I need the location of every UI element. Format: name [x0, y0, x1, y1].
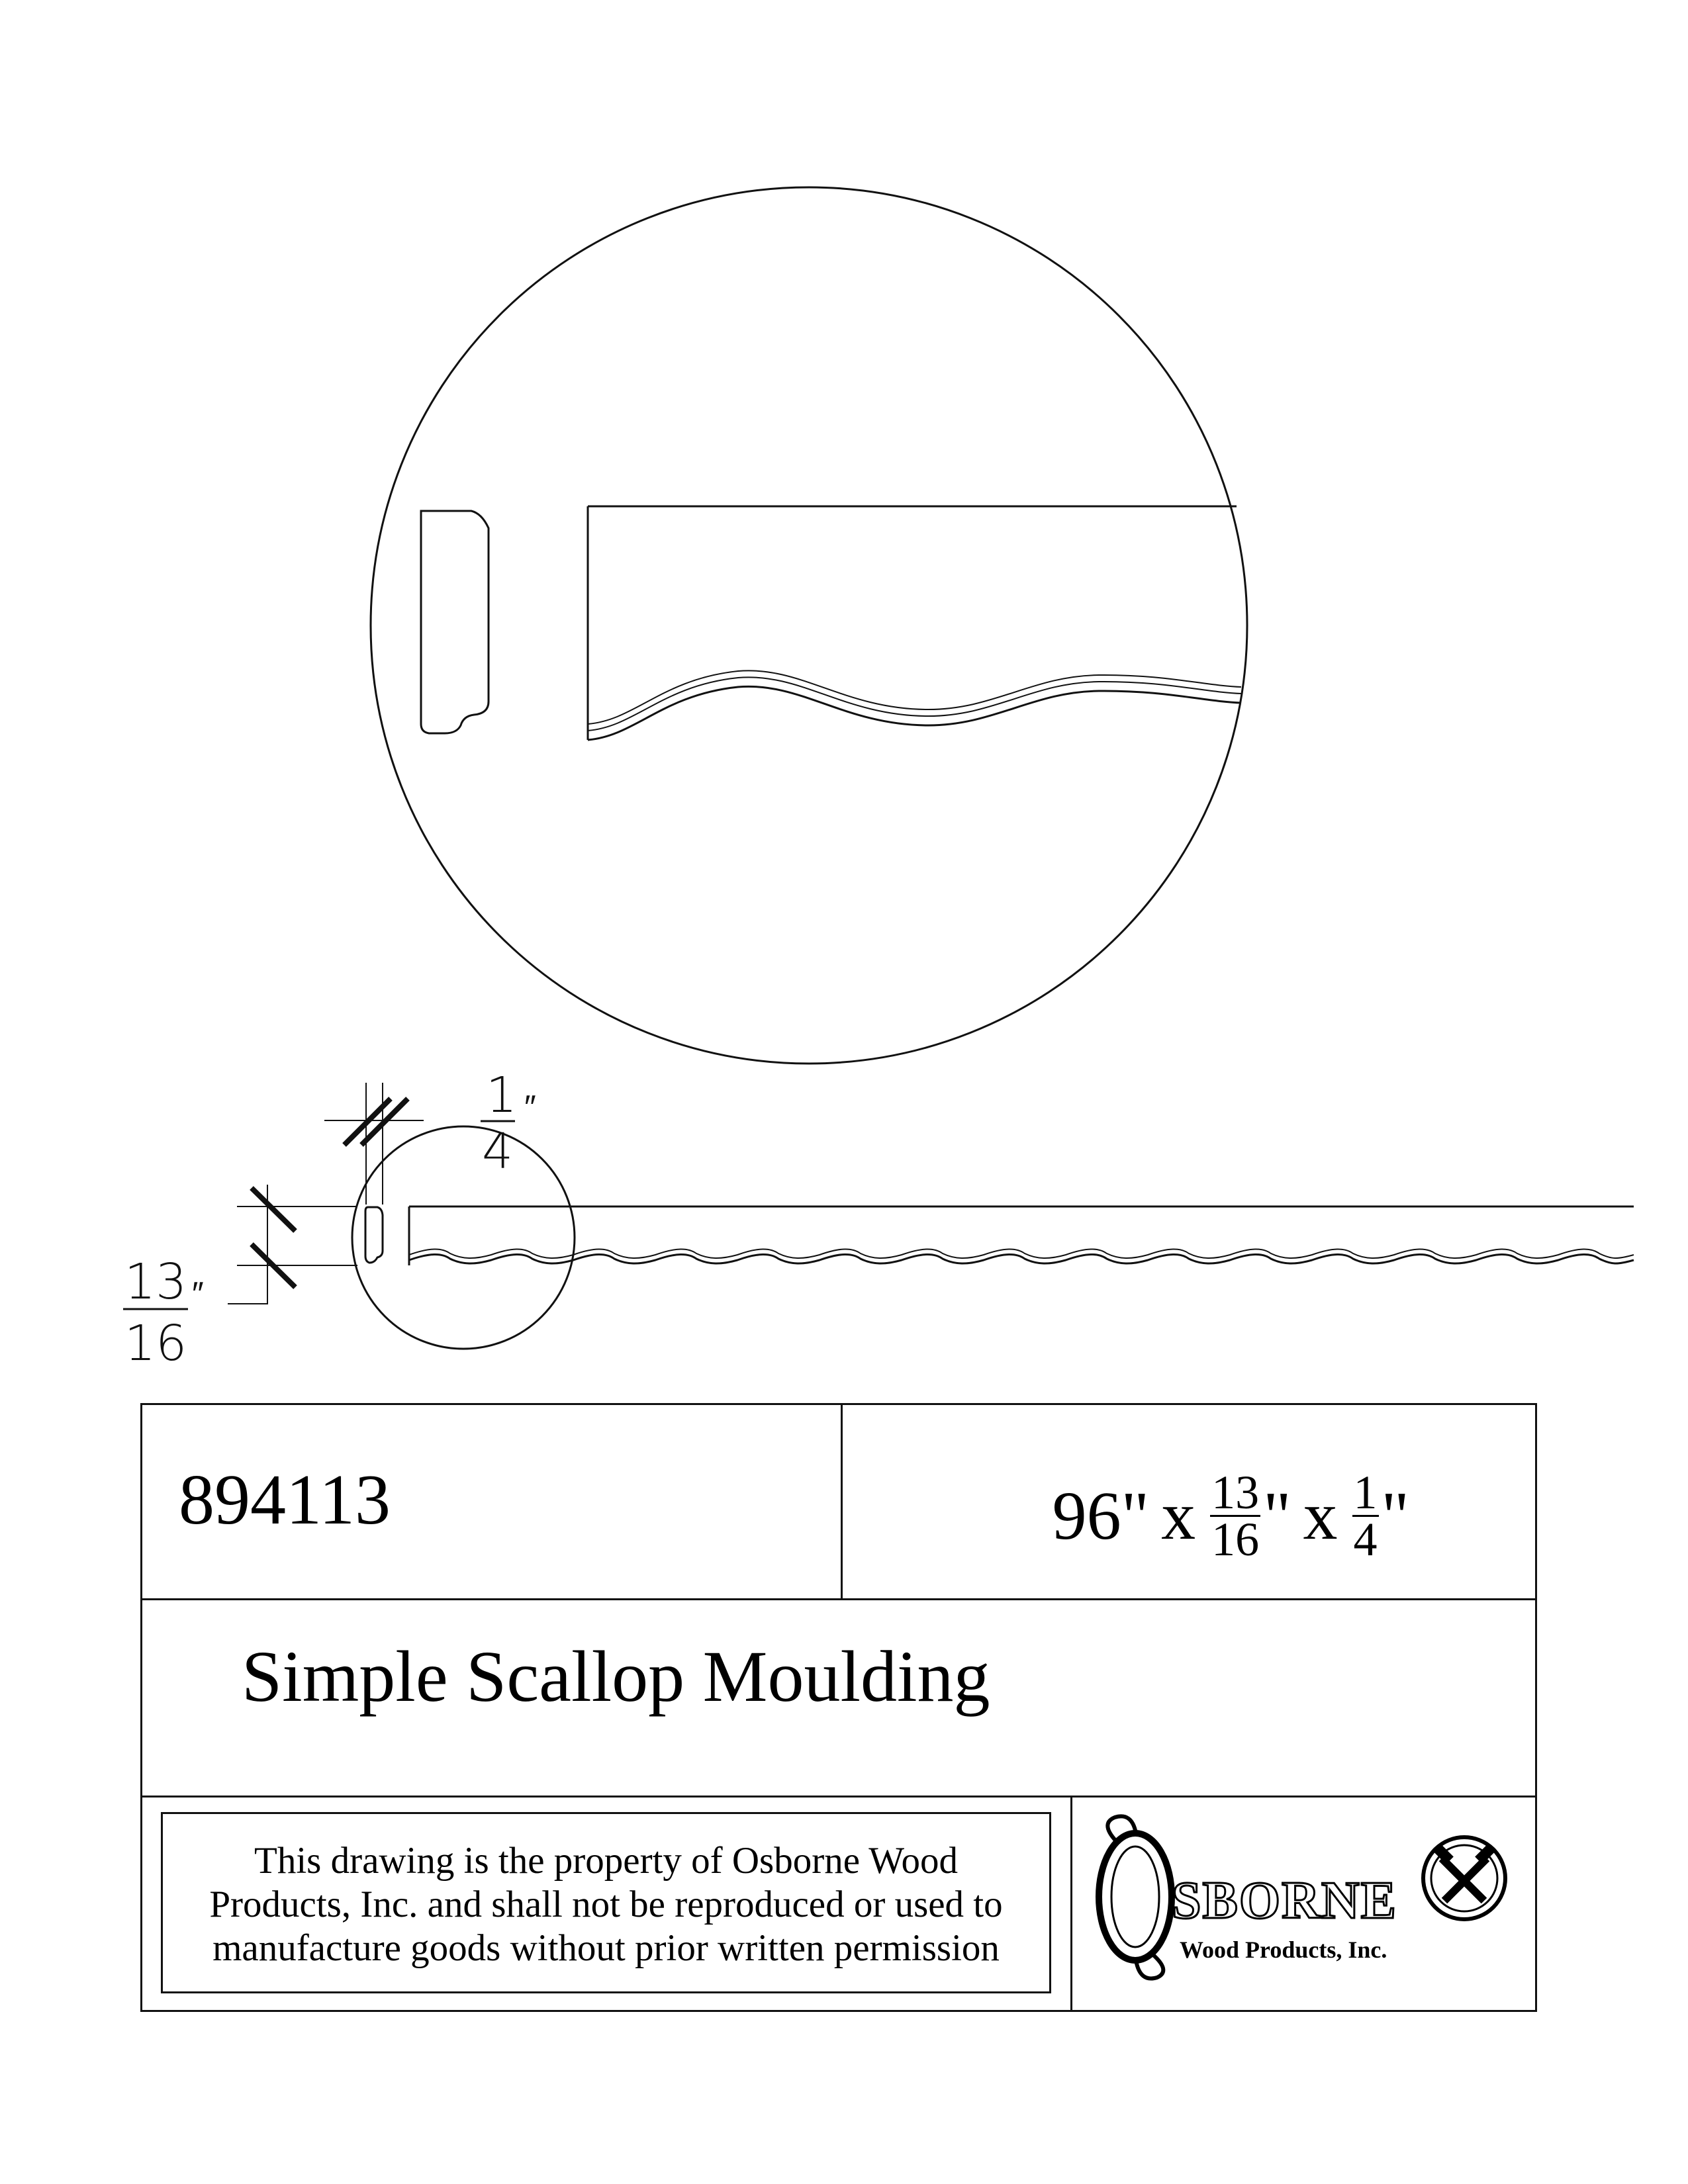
product-name-cell: [142, 1600, 1535, 1797]
logo-initial-o: [1099, 1816, 1172, 1978]
small-profile-end: [365, 1207, 383, 1263]
notice-line-3: manufacture goods without prior written permission: [212, 1927, 1000, 1969]
detail-scallop-outer: [588, 686, 1241, 740]
size-length: 96": [1052, 1477, 1150, 1554]
size-height-fraction: [1210, 1466, 1260, 1567]
notice-cell: [142, 1797, 1072, 2010]
title-block: [140, 1403, 1537, 2012]
logo-cell: [1072, 1797, 1535, 2010]
logo-subtext: Wood Products, Inc.: [1180, 1936, 1387, 1963]
size-height-unit: ": [1263, 1477, 1291, 1554]
thickness-frac-num: 13: [124, 1253, 187, 1310]
size-cell: [843, 1405, 1535, 1600]
thickness-tick-top: [252, 1188, 295, 1231]
size-sep-2: x: [1303, 1477, 1338, 1554]
notice-box: [161, 1812, 1051, 1993]
detail-profile-end: [421, 511, 489, 733]
detail-view: [371, 187, 1247, 1064]
logo-hammer-emblem: [1423, 1837, 1505, 1919]
copyright-notice: [163, 1839, 1049, 1970]
thickness-unit: ″: [192, 1275, 204, 1313]
size-width-den: 4: [1353, 1513, 1378, 1567]
size-width-unit: ": [1381, 1477, 1409, 1554]
size-label: [1052, 1466, 1409, 1567]
size-width-fraction: [1352, 1466, 1379, 1567]
width-dimension: [324, 1067, 536, 1205]
thickness-dimension: [123, 1185, 357, 1372]
notice-line-1: This drawing is the property of Osborne Wood: [254, 1840, 958, 1882]
small-detail-circle: [352, 1126, 575, 1349]
notice-line-2: Products, Inc. and shall not be reproduced or used to: [209, 1884, 1003, 1925]
size-sep-1: x: [1161, 1477, 1196, 1554]
width-frac-den: 4: [482, 1123, 514, 1180]
size-height-den: 16: [1211, 1513, 1260, 1567]
detail-scallop-mid: [588, 677, 1241, 731]
osborne-logo: [1072, 1797, 1529, 1996]
detail-circle: [371, 187, 1247, 1064]
thickness-frac-den: 16: [124, 1315, 187, 1372]
part-number: 894113: [179, 1461, 391, 1539]
thickness-dim-line: [228, 1185, 267, 1304]
width-unit: ″: [524, 1088, 536, 1126]
width-frac-num: 1: [486, 1067, 518, 1124]
product-name: Simple Scallop Moulding: [242, 1636, 990, 1717]
part-number-cell: [142, 1405, 843, 1600]
size-width-num: 1: [1353, 1466, 1378, 1519]
size-height-num: 13: [1211, 1466, 1260, 1519]
long-scallop-outer: [409, 1254, 1634, 1263]
full-view: [352, 1126, 1634, 1349]
logo-wordmark: SBORNE: [1172, 1872, 1397, 1930]
